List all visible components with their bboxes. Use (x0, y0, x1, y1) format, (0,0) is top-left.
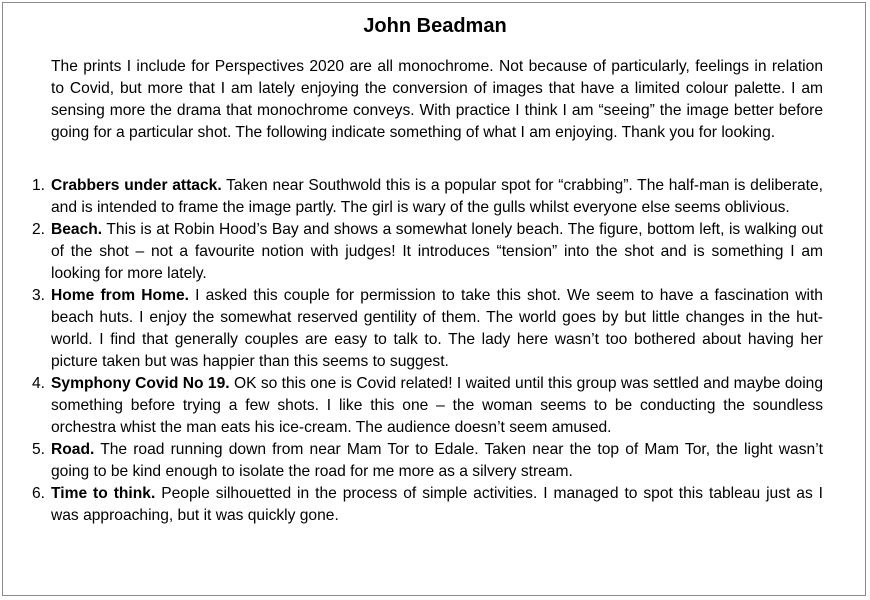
intro-paragraph: The prints I include for Perspectives 2020 are all monochrome. Not because of particularly, feelings in relation to Covid, but more that I am lately enjoying the conversion of images that have a limited colour palette. I am sensing more the drama that monochrome conveys. With practice I think I am “seeing” the image better before going for a particular shot. The following indicate something of what I am enjoying. Thank you for looking. (51, 58, 823, 141)
print-list (32, 175, 824, 527)
item-number: 1. (32, 177, 46, 194)
item-title: Crabbers under attack. (51, 177, 222, 194)
item-text: Taken near Southwold this is a popular spot for “crabbing”. The half-man is deliberate, and is intended to frame the image partly. The girl is wary of the gulls whilst everyone else seems oblivious. (51, 177, 823, 216)
item-text: People silhouetted in the process of simple activities. I managed to spot this tableau just as I was approaching, but it was quickly gone. (51, 485, 824, 524)
item-title: Road. (51, 441, 95, 458)
item-text: I asked this couple for permission to take this shot. We seem to have a fascination with beach huts. I enjoy the somewhat reserved gentility of them. The world goes by but little changes in the hut-world. I find that generally couples are easy to talk to. The lady here wasn’t too bothered about having her picture taken but was happier than this seems to suggest. (51, 287, 823, 370)
item-text: The road running down from near Mam Tor to Edale. Taken near the top of Mam Tor, the light wasn’t going to be kind enough to isolate the road for me more as a silvery stream. (51, 441, 823, 480)
item-text: This is at Robin Hood’s Bay and shows a somewhat lonely beach. The figure, bottom left, is walking out of the shot – not a favourite notion with judges! It introduces “tension” into the shot and is something I am looking for more lately. (51, 221, 823, 282)
item-title: Home from Home. (51, 287, 189, 304)
item-number: 5. (32, 441, 46, 458)
item-text: OK so this one is Covid related! I waited until this group was settled and maybe doing something before trying a few shots. I like this one – the woman seems to be conducting the soundless orchestra whist the man eats his ice-cream. The audience doesn’t seem amused. (51, 375, 824, 436)
list-item (32, 175, 823, 219)
item-number: 3. (32, 287, 46, 304)
item-number: 2. (32, 221, 46, 238)
item-number: 4. (32, 375, 46, 392)
item-title: Time to think. (51, 485, 156, 502)
list-item (32, 483, 824, 527)
list-item (32, 373, 824, 439)
list-item (32, 439, 823, 483)
item-title: Beach. (51, 221, 103, 238)
item-number: 6. (32, 485, 46, 502)
list-item (32, 285, 823, 373)
page-title: John Beadman (363, 15, 507, 37)
item-title: Symphony Covid No 19. (51, 375, 230, 392)
list-item (32, 219, 823, 285)
